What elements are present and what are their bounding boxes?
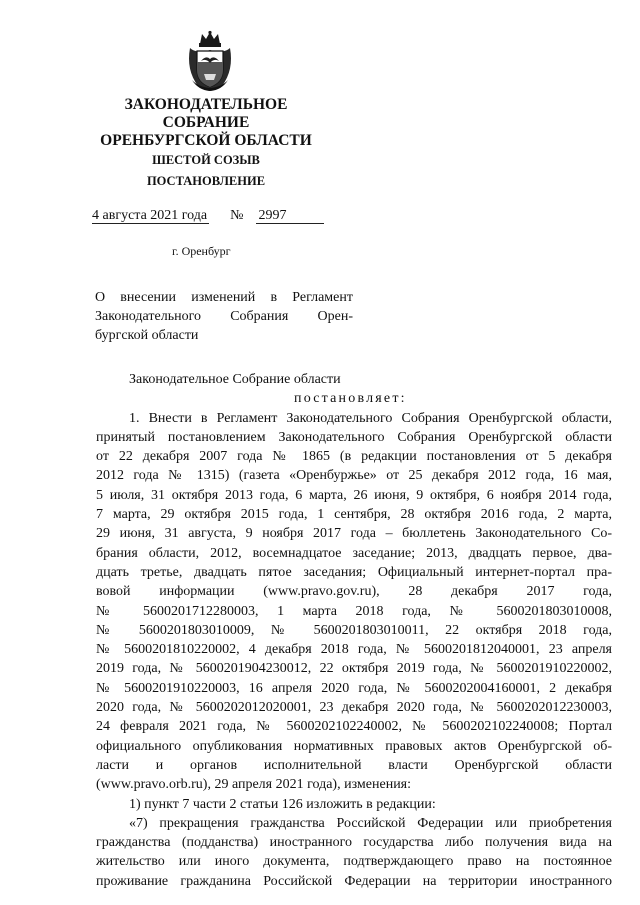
body-line-decree: постановляет:: [294, 391, 407, 407]
body-line: Законодательное Собрание области: [129, 372, 341, 387]
body-line: № 5600201712280003, 1 марта 2018 года, № 5600201803010008,: [96, 603, 612, 619]
document-subject: [95, 288, 353, 345]
body-line: 29 июня, 31 августа, 9 ноября 2017 года – бюллетень Законодательного Со-: [96, 526, 612, 542]
subject-line: О внесении изменений в Регламент: [95, 290, 353, 305]
body-line: 1) пункт 7 части 2 статьи 126 изложить в редакции:: [129, 796, 436, 812]
subject-line: Законодательного Собрания Орен-: [95, 309, 353, 324]
body-line: жительство или иного документа, подтверждающего право на постоянное: [96, 854, 612, 870]
body-line: официального опубликования нормативных правовых актов Оренбургской об-: [96, 738, 612, 754]
body-line: дцать третье, двадцать пятое заседания; Официальный интернет-портал пра-: [96, 564, 612, 580]
body-line: 7 марта, 29 октября 2015 года, 1 сентября, 28 октября 2016 года, 2 марта,: [96, 507, 612, 523]
body-line: от 22 декабря 2007 года № 1865 (в редакции постановления от 5 декабря: [96, 449, 612, 465]
body-line: № 5600201910220003, 16 апреля 2020 года, № 5600202004160001, 2 декабря: [96, 680, 612, 696]
coat-of-arms-emblem: [184, 30, 236, 92]
crown-icon: [199, 31, 221, 47]
body-line: принятый постановлением Законодательного Собрания Оренбургской области: [96, 429, 612, 445]
body-line: 2020 года, № 5600202012020001, 23 декабря 2020 года, № 5600202012230003,: [96, 700, 612, 716]
document-body: [96, 370, 612, 891]
document-date: 4 августа 2021 года: [92, 208, 208, 223]
org-title-line-3: ОРЕНБУРГСКОЙ ОБЛАСТИ: [100, 132, 312, 149]
body-line: (www.pravo.orb.ru), 29 апреля 2021 года), изменения:: [96, 777, 412, 793]
org-title-line-2: СОБРАНИЕ: [162, 114, 250, 131]
body-line: «7) прекращения гражданства Российской Федерации или приобретения: [129, 815, 612, 831]
number-sign: №: [230, 208, 244, 223]
body-line: проживание гражданина Российской Федерации на территории иностранного: [96, 873, 612, 889]
date-number-line: [92, 208, 324, 224]
org-title-line-1: ЗАКОНОДАТЕЛЬНОЕ: [124, 96, 288, 113]
shield-icon: [197, 51, 223, 87]
body-line: 2019 года, № 5600201904230012, 22 октября 2019 года, № 5600201910220002,: [96, 661, 612, 677]
body-line: 5 июля, 31 октября 2013 года, 6 марта, 26 июня, 9 октября, 6 ноября 2014 года,: [96, 487, 612, 503]
document-number: 2997: [256, 208, 324, 224]
body-line: № 5600201810220002, 4 декабря 2018 года, № 5600201812040001, 23 апреля: [96, 642, 612, 658]
body-line: гражданства (подданства) иностранного государства либо получения вида на: [96, 835, 612, 851]
body-line: 1. Внести в Регламент Законодательного Собрания Оренбургской области,: [129, 410, 612, 426]
body-line: брания области, 2012, восемнадцатое заседание; 2013, двадцать первое, два-: [96, 545, 612, 561]
body-line: ласти и органов исполнительной власти Оренбургской области: [96, 757, 612, 773]
body-line: 24 февраля 2021 года, № 5600202102240002, № 5600202102240008; Портал: [96, 719, 612, 735]
subject-line: бургской области: [95, 328, 199, 343]
body-line: 2012 года № 1315) (газета «Оренбуржье» от 25 декабря 2012 года, 16 мая,: [96, 468, 612, 484]
document-type-title: ПОСТАНОВЛЕНИЕ: [146, 174, 266, 188]
convocation-label: ШЕСТОЙ СОЗЫВ: [152, 153, 260, 167]
body-line: № 5600201803010009, № 5600201803010011, 22 октября 2018 года,: [96, 622, 612, 638]
body-line: вовой информации (www.pravo.gov.ru), 28 декабря 2017 года,: [96, 584, 612, 600]
city-label: г. Оренбург: [172, 244, 231, 258]
